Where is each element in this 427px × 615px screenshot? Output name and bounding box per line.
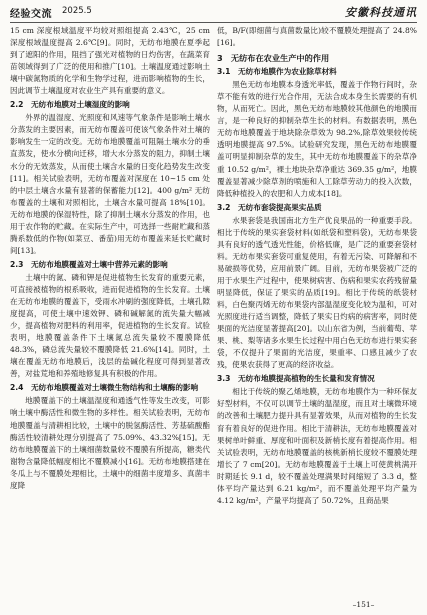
page-number: [0, 600, 427, 609]
subsection-heading: 3.1 无纺布地膜作为农业除草材料: [217, 67, 337, 77]
body-paragraph: 外界的温湿度、光照度和风速等气象条件是影响土壤水分蒸发的主要因素，而无纺布覆盖可使该气象条件对土壤的影响发生一定的改变。无纺布地膜覆盖可阻隔土壤水分的垂直蒸发，使水分横向迁移，增大水分蒸发的阻力，抑制土壤水分的无效蒸发，从而使土壤含水量的日变化趋势发生改变[11]。相关试验表明，无纺布覆盖对深度在 10~15 cm 处的中层土壤含水量有显著的保蓄能力[12]。400 g/m² 无纺布覆盖的土壤和对照相比，土壤含水量可提高 18%[10]。无纺布地膜的保湿特性，除了抑制土壤水分蒸发的作用，也用于农作物的贮藏。在实际生产中，可选择一些耐贮藏和蒸腾系数低的作物(如菜豆、番茄)用无纺布覆盖来延长贮藏时间[13]。: [10, 113, 210, 255]
body-paragraph: 土壤中的氮、磷和钾是促进植物生长发育的重要元素，可直接被植物的根系吸收，进而促进植物的生长发育。土壤在无纺布地膜的覆盖下，受雨水冲刷的强度降低，土壤孔隙度提高，可使土壤中速效钾、磷和碱解氮的流失量大幅减少，提高植物对肥料的利用率，促进植物的生长发育。试验表明，地膜覆盖条件下土壤氮总流失量较不覆膜降低 48.3%，磷总流失量较不覆膜降低 21.6%[14]。同时，土壤在覆盖无纺布地膜后，浅层的盐碱化程度可得到显著改善，对盐荒地和养殖地修复具有积极的作用。: [10, 272, 210, 379]
body-paragraph: 低，B/F(即细菌与真菌数量比)较不覆膜处理提高了 24.8%[16]。: [217, 26, 417, 48]
issue-label: 2025.5: [62, 6, 92, 16]
body-paragraph: 黑色无纺布地膜本身透光率低，覆盖于作物行间时，杂草不能有效的进行光合作用，无法合成本身生长需要的有机物，从而死亡。因此，黑色无纺布地膜较其他颜色的地膜而言，是一种良好的抑制杂草生长的材料。有数据表明，黑色无纺布地膜覆盖于地块除杂草效为 98.2%,除草效果较传统透明地膜提高 97.5%。试验研究发现，黑色无纺布地膜覆盖可明显抑制杂草的发生，其中无纺布地膜覆盖下的杂草净重 10.52 g/m²，裸土地块杂草净重达 369.35 g/m²，地膜覆盖显著减少除草剂的喷施和人工除草劳动力的投入次数，降低种植投入的农肥和人力成本[18]。: [217, 80, 417, 198]
subsection-heading: 2.3 无纺布地膜覆盖对土壤中营养元素的影响: [10, 259, 168, 269]
body-paragraph: 15 cm 深度根域温度平均较对照组提高 2.43℃，25 cm 深度根域温度提高 2.6℃[9]。同时，无纺布地膜在夏季起到了遮阳的作用，阻挡了强光对植物的日灼伤害，在蔬菜育苗领域得到了广泛的使用和推广[10]。土壤温度通过影响土壤中碳氮物质的化学和生物学过程，进而影响植物的生长，因此调节土壤温度对农业生产具有重要的意义。: [10, 26, 210, 96]
body-paragraph: 地膜覆盖下的土壤温湿度和通透气性等发生改变，可影响土壤中酶活性和微生物的多样性。相关试验表明，无纺布地膜覆盖与清耕相比较，土壤中的脱氢酶活性、芳基硫酸酯酶活性较清耕处理分别提高了 75.09%、43.32%[15]。无纺布地膜覆盖下的土壤细菌数量较不覆膜有所提高，糖类代谢物含量降低幅度相比不覆膜减小[16]。无纺布地膜搭建在冬瓜上与不覆膜处理相比，土壤中的细菌丰度增多、真菌丰度降: [10, 396, 210, 490]
section-heading: 3 无纺布在农业生产中的作用: [217, 53, 330, 64]
body-paragraph: 相比于传统的聚乙烯地膜，无纺布地膜作为一种环保友好型材料，不仅可以调节土壤的温湿度，而且对土壤微环境的改善和土壤肥力提升具有显著效果，从而对植物的生长发育有着良好的促进作用。相比于清耕法，无纺布地膜覆盖对果树单叶鲜重、厚度和叶面积及新梢长度有着提高作用。相关试验表明，无纺布地膜覆盖的核桃新梢长度较不覆膜处理增长了 7 cm[20]。无纺布地膜覆盖于土壤上可使黄桃满开时期延长 9.1 d，较不覆盖处理满果时间缩短了 3.3 d，整体平均产量达到 6.21 kg/m²，而不覆盖处理平均产量为 4.12 kg/m²，产量平均提高了 50.72%，且商品果: [217, 387, 417, 505]
body-paragraph: 水果套袋是我国南北方生产优良果品的一种重要手段。相比于传统的果实套袋材料(如纸袋和塑料袋)，无纺布果袋具有良好的透气透光性能，价格低廉，是广泛的重要套袋材料。无纺布果实套袋可重复使用，有着无污染、可降解和不易破损等优势，应用前景广阔。目前，无纺布果袋被广泛的用于水果生产过程中，使果树病害、伤病和果实农药残留量明显降低，保证了果实的品质[19]。相比于传统的纸袋材料，白色聚丙烯无纺布果袋内部温湿度变化较为温和，可对光照度进行适当调整，降低了果实日灼病的病害率，同时使果面的光洁度显著提高[20]。以山东省为例，当前葡萄、苹果、桃、梨等诸多水果生长过程中用白色无纺布进行果实套袋，不仅提升了果面的光洁度，果重率、口感且减少了农残，使果农获得了更高的经济收益。: [217, 215, 417, 370]
page-header: [10, 4, 417, 23]
page-number-text: –151–: [352, 600, 375, 609]
subsection-heading: 3.2 无纺布套袋提高果实品质: [217, 202, 322, 212]
subsection-heading: 3.3 无纺布地膜提高植物的生长量和发育情况: [217, 374, 375, 384]
subsection-heading: 2.4 无纺布地膜覆盖对土壤微生物结构和土壤酶的影响: [10, 383, 199, 393]
journal-section-label: 经验交流: [10, 9, 52, 20]
left-column: [10, 25, 210, 492]
right-column: [217, 25, 417, 507]
subsection-heading: 2.2 无纺布地膜对土壤湿度的影响: [10, 100, 130, 110]
journal-brand: 安徽科技通讯: [345, 6, 417, 19]
